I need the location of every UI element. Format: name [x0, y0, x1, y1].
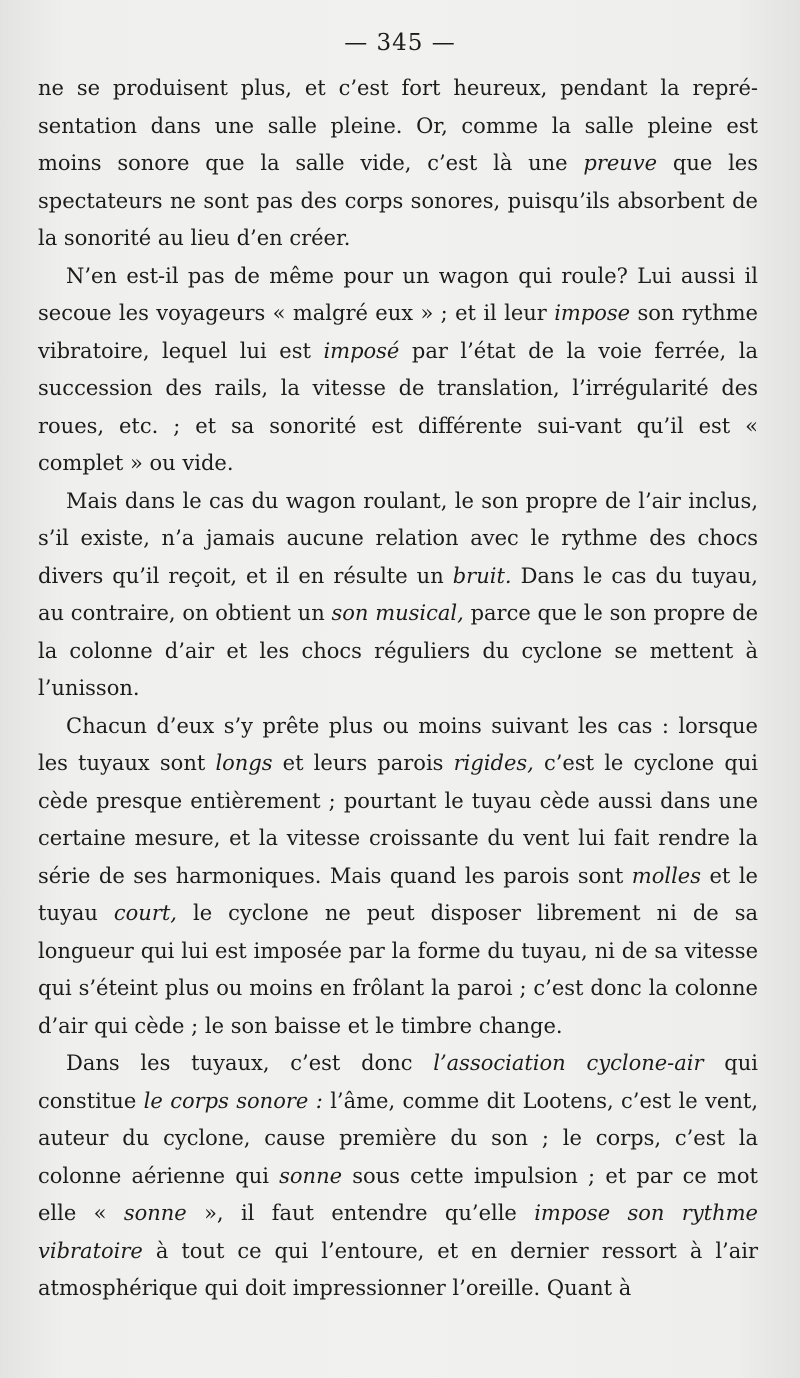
body-text [38, 70, 758, 1308]
italic-text: imposé [323, 338, 400, 363]
text-run: Chacun d’eux s’y prête plus ou moins suivant les cas : lorsque les tuyaux sont [38, 713, 758, 775]
italic-text: impose son rythme vibratoire [38, 1201, 758, 1263]
text-run: sous cette impulsion ; et par ce mot elle « [38, 1163, 758, 1225]
italic-text: longs [215, 751, 273, 775]
italic-text: bruit. [452, 563, 512, 588]
italic-text: son musical, [331, 601, 464, 625]
italic-text: impose [554, 301, 631, 325]
text-run: Dans les tuyaux, c’est donc [66, 1051, 434, 1075]
paragraph [38, 483, 758, 708]
italic-text: sonne [123, 1201, 187, 1225]
text-run: et le tuyau [38, 863, 758, 925]
italic-text: le corps sonore : [143, 1088, 323, 1113]
italic-text: court, [113, 901, 177, 925]
text-run: c’est le cyclone qui cède presque entièrement ; pourtant le tuyau cède aussi dans une certaine mesure, et la vitesse croissante du vent lui fait rendre la série de ses harmoniques. Mais quand les parois sont [38, 751, 758, 888]
text-run: parce que le son propre de la colonne d’air et les chocs réguliers du cyclone se mettent à l’unisson. [38, 601, 758, 700]
text-run: qui constitue [38, 1051, 758, 1113]
text-run: que les spectateurs ne sont pas des corps sonores, puisqu’ils absorbent de la sonorité au lieu d’en créer. [38, 151, 758, 250]
italic-text: preuve [583, 151, 658, 175]
italic-text: sonne [279, 1163, 343, 1188]
text-run: l’âme, comme dit Lootens, c’est le vent, auteur du cyclone, cause première du son ; le corps, c’est la colonne aérienne qui [38, 1088, 758, 1188]
paragraph [38, 708, 758, 1046]
paragraph [38, 258, 758, 483]
text-run: et leurs parois [272, 751, 454, 775]
paragraph [38, 1045, 758, 1308]
text-run: son rythme vibratoire, lequel lui est [38, 301, 758, 363]
paragraph [38, 70, 758, 258]
italic-text: l’association cyclone-air [433, 1051, 704, 1075]
text-run: Mais dans le cas du wagon roulant, le son propre de l’air inclus, s’il existe, n’a jamais aucune relation avec le rythme des chocs divers qu’il reçoit, et il en résulte un [38, 488, 758, 588]
text-run: », il faut entendre qu’elle [186, 1201, 535, 1225]
text-run: ne se produisent plus, et c’est fort heureux, pendant la repré-sentation dans une salle pleine. Or, comme la salle pleine est moins sonore que la salle vide, c’est là une [38, 76, 758, 175]
text-run: par l’état de la voie ferrée, la succession des rails, la vitesse de translation, l’irrégularité des roues, etc. ; et sa sonorité est différente sui-vant qu’il est « complet » ou vide. [38, 338, 758, 475]
text-run: N’en est-il pas de même pour un wagon qui roule? Lui aussi il secoue les voyageurs « malgré eux » ; et il leur [38, 263, 758, 325]
italic-text: molles [631, 863, 701, 888]
text-run: Dans le cas du tuyau, au contraire, on obtient un [38, 563, 758, 625]
italic-text: rigides, [453, 751, 534, 775]
text-run: le cyclone ne peut disposer librement ni de sa longueur qui lui est imposée par la forme du tuyau, ni de sa vitesse qui s’éteint plus ou moins en frôlant la paroi ; c’est donc la colonne d’air qui cède ; le son baisse et le timbre change. [38, 901, 758, 1038]
text-run: à tout ce qui l’entoure, et en dernier ressort à l’air atmosphérique qui doit impressionner l’oreille. Quant à [38, 1238, 758, 1300]
page-number: — 345 — [344, 30, 456, 56]
